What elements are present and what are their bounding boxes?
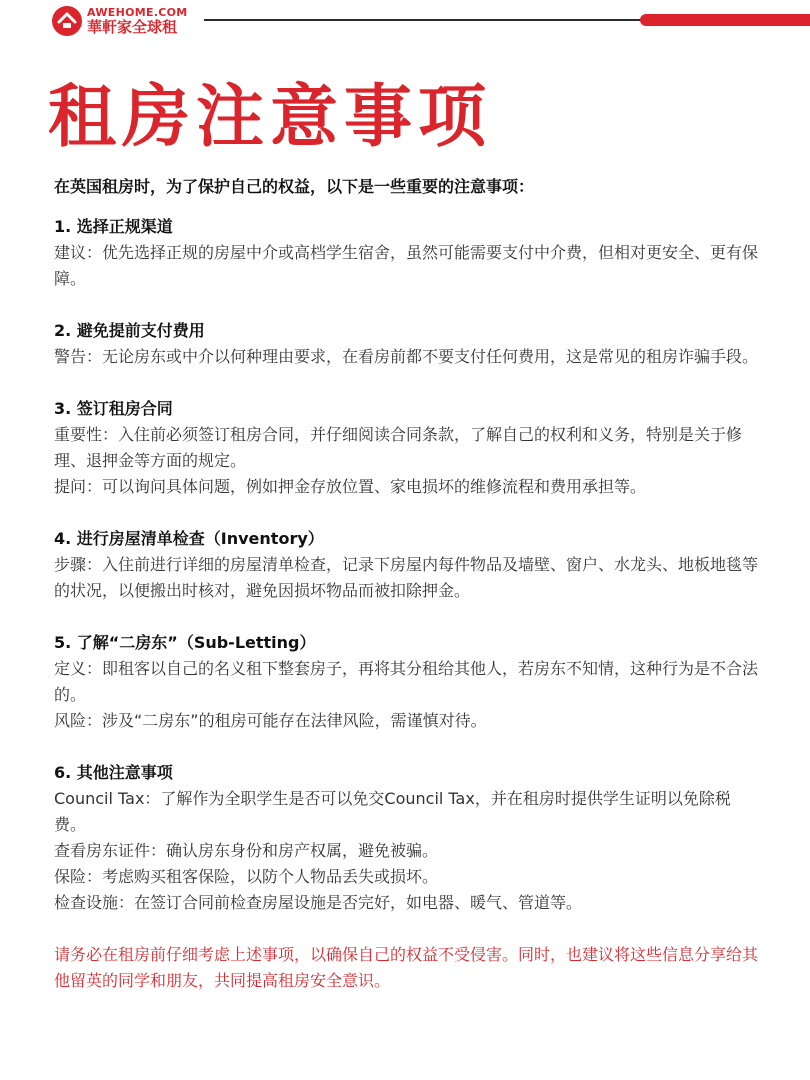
section-paragraph: Council Tax：了解作为全职学生是否可以免交Council Tax，并在租房时提供学生证明以免除税费。 (54, 789, 731, 834)
section-paragraph: 警告：无论房东或中介以何种理由要求，在看房前都不要支付任何费用，这是常见的租房诈骗手段。 (54, 347, 759, 366)
section-other-notes (54, 760, 760, 916)
logo-english-text: AWEHOME.COM (87, 6, 188, 19)
header-accent-bar (640, 14, 810, 26)
section-paragraph: 建议：优先选择正规的房屋中介或高档学生宿舍，虽然可能需要支付中介费，但相对更安全、更有保障。 (54, 243, 759, 288)
section-sub-letting (54, 630, 760, 734)
section-inventory (54, 526, 760, 604)
section-title: 4. 进行房屋清单检查（Inventory） (54, 529, 324, 548)
section-paragraph: 定义：即租客以自己的名义租下整套房子，再将其分租给其他人，若房东不知情，这种行为是不合法的。 (54, 659, 759, 704)
section-paragraph: 步骤：入住前进行详细的房屋清单检查，记录下房屋内每件物品及墙壁、窗户、水龙头、地板地毯等的状况，以便搬出时核对，避免因损坏物品而被扣除押金。 (54, 555, 759, 600)
section-paragraph: 重要性：入住前必须签订租房合同，并仔细阅读合同条款，了解自己的权利和义务，特别是关于修理、退押金等方面的规定。 (54, 425, 743, 470)
intro-text: 在英国租房时，为了保护自己的权益，以下是一些重要的注意事项： (54, 177, 535, 196)
header-divider (204, 19, 644, 21)
section-paragraph: 查看房东证件：确认房东身份和房产权属，避免被骗。 (54, 841, 439, 860)
section-paragraph: 风险：涉及“二房东”的租房可能存在法律风险，需谨慎对待。 (54, 711, 487, 730)
section-paragraph: 提问：可以询问具体问题，例如押金存放位置、家电损坏的维修流程和费用承担等。 (54, 477, 647, 496)
page-title: 租房注意事项 (48, 78, 493, 157)
brand-logo (52, 4, 188, 38)
section-paragraph: 检查设施：在签订合同前检查房屋设施是否完好，如电器、暖气、管道等。 (54, 893, 583, 912)
house-icon (52, 6, 82, 36)
section-title: 3. 签订租房合同 (54, 399, 173, 418)
section-title: 6. 其他注意事项 (54, 763, 173, 782)
section-paragraph: 保险：考虑购买租客保险，以防个人物品丢失或损坏。 (54, 867, 439, 886)
section-title: 2. 避免提前支付费用 (54, 321, 205, 340)
logo-chinese-text: 華軒家全球租 (87, 18, 178, 36)
document-body (54, 174, 760, 994)
footer-note: 请务必在租房前仔细考虑上述事项，以确保自己的权益不受侵害。同时，也建议将这些信息分享给其他留英的同学和朋友，共同提高租房安全意识。 (54, 945, 759, 990)
section-title: 1. 选择正规渠道 (54, 217, 173, 236)
section-avoid-prepay (54, 318, 760, 370)
section-sign-contract (54, 396, 760, 500)
section-title: 5. 了解“二房东”（Sub-Letting） (54, 633, 316, 652)
section-choose-channel (54, 214, 760, 292)
